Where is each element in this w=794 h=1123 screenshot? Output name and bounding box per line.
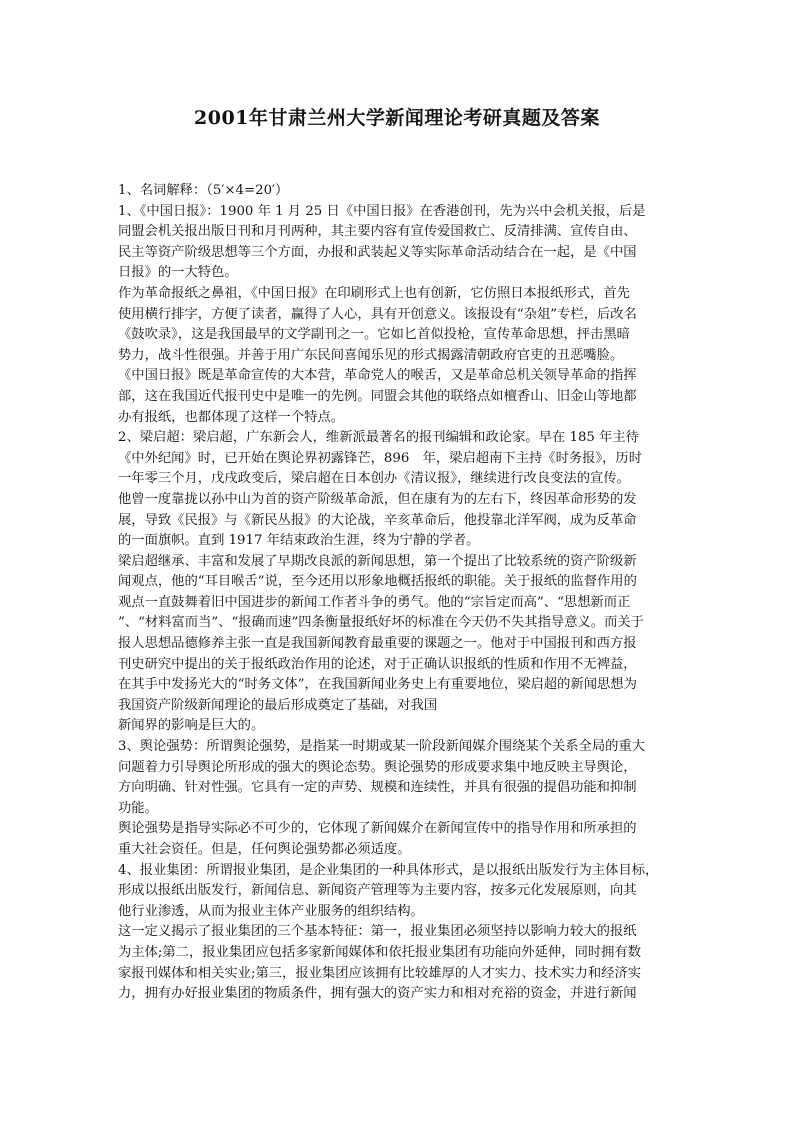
text-line: 2、梁启超：梁启超，广东新会人，维新派最著名的报刊编辑和政论家。早在 185 年主待 — [118, 430, 639, 446]
text-line: 新闻界的影响是巨大的。 — [118, 718, 265, 734]
text-line: 闻观点，他的“耳目喉舌”说，至今还用以形象地概括报纸的职能。关于报纸的监督作用的 — [118, 574, 637, 590]
text-line: 《中外纪闻》时，已开始在舆论界初露锋芒，896 年，梁启超南下主持《时务报》，历时 — [118, 450, 643, 466]
text-line: 一年零三个月，戊戌政变后，梁启超在日本创办《清议报》，继续进行改良变法的宣传。 — [118, 471, 630, 487]
text-line: 方向明确、针对性强。它具有一定的声势、规模和连续性，并具有很强的提倡功能和抑制 — [118, 780, 637, 796]
text-line: 在其手中发扬光大的“时务文体”，在我国新闻业务史上有重要地位，梁启超的新闻思想为 — [118, 677, 637, 693]
text-line: 报人思想品德修养主张一直是我国新闻教育最重要的课题之一。他对于中国报刊和西方报 — [118, 636, 637, 652]
text-line: 我国资产阶级新闻理论的最后形成奠定了基础，对我国 — [118, 697, 438, 713]
text-line: 他曾一度靠拢以孙中山为首的资产阶级革命派，但在康有为的左右下，终因革命形势的发 — [118, 491, 637, 507]
text-line: 办有报纸，也都体现了这样一个特点。 — [118, 409, 345, 425]
text-line: 他行业渗透，从而为报业主体产业服务的组织结构。 — [118, 903, 424, 919]
text-line: 4、报业集团：所谓报业集团，是企业集团的一种具体形式，是以报纸出版发行为主体目标， — [118, 862, 659, 878]
text-line: 势力，战斗性很强。并善于用广东民间喜闻乐见的形式揭露清朝政府官吏的丑恶嘴脸。 — [118, 347, 624, 363]
text-line: 1、名词解释：（5′×4=20′） — [118, 183, 289, 198]
text-line: 使用横行排字，方便了读者，赢得了人心，具有开创意义。该报设有“杂俎”专栏，后改名 — [118, 306, 637, 322]
text-line: ”、“材料富而当”、“报确而速”四条衡量报纸好坏的标准在今天仍不失其指导意义。而关于 — [118, 615, 644, 631]
text-line: 的一面旗帜。直到 1917 年结束政治生涯，终为宁静的学者。 — [118, 533, 480, 549]
text-line: 家报刊媒体和相关实业;第三，报业集团应该拥有比较雄厚的人才实力、技术实力和经济实 — [118, 965, 642, 981]
text-line: 部，这在我国近代报刊史中是唯一的先例。同盟会其他的联络点如檀香山、旧金山等地都 — [118, 388, 637, 404]
text-line: 展，导致《民报》与《新民丛报》的大论战，辛亥革命后，他投靠北洋军阀，成为反革命 — [118, 512, 637, 528]
text-line: 《鼓吹录》，这是我国最早的文学副刊之一。它如匕首似投枪，宣传革命思想，抨击黑暗 — [118, 327, 630, 343]
text-line: 日报》的一大特色。 — [118, 265, 238, 281]
text-line: 为主体;第二，报业集团应包括多家新闻媒体和依托报业集团有功能向外延伸，同时拥有数 — [118, 944, 642, 960]
text-line: 作为革命报纸之鼻祖，《中国日报》在印刷形式上也有创新，它仿照日本报纸形式，首先 — [118, 285, 630, 301]
page-title: 2001年甘肃兰州大学新闻理论考研真题及答案 — [194, 107, 600, 129]
text-line: 3、舆论强势：所谓舆论强势，是指某一时期或某一阶段新闻媒介围绕某个关系全局的重大 — [118, 739, 646, 755]
text-line: 观点一直鼓舞着旧中国进步的新闻工作者斗争的勇气。他的“宗旨定而高”、“思想新而正 — [118, 594, 631, 610]
text-line: 力，拥有办好报业集团的物质条件，拥有强大的资产实力和相对充裕的资金，并进行新闻 — [118, 986, 637, 1002]
text-line: 形成以报纸出版发行，新闻信息、新闻资产管理等为主要内容，按多元化发展原则，向其 — [118, 883, 637, 899]
text-line: 这一定义揭示了报业集团的三个基本特征：第一，报业集团必须坚持以影响力较大的报纸 — [118, 924, 637, 940]
document-body — [118, 181, 684, 1005]
text-line: 1、《中国日报》：1900 年 1 月 25 日《中国日报》在香港创刊，先为兴中会机关报，后是 — [118, 203, 646, 219]
text-line: 刊史研究中提出的关于报纸政治作用的论述，对于正确认识报纸的性质和作用不无裨益， — [118, 656, 637, 672]
text-line: 民主等资产阶级思想等三个方面，办报和武装起义等实际革命活动结合在一起，是《中国 — [118, 244, 637, 260]
text-line: 舆论强势是指导实际必不可少的，它体现了新闻媒介在新闻宣传中的指导作用和所承担的 — [118, 821, 637, 837]
text-line: 《中国日报》既是革命宣传的大本营，革命党人的喉舌，又是革命总机关领导革命的指挥 — [118, 368, 637, 384]
text-line: 问题着力引导舆论所形成的强大的舆论态势。舆论强势的形成要求集中地反映主导舆论， — [118, 759, 637, 775]
text-line: 重大社会资任。但是，任何舆论强势都必须适度。 — [118, 842, 411, 857]
text-line: 功能。 — [118, 800, 158, 816]
text-line: 梁启超继承、丰富和发展了早期改良派的新闻思想，第一个提出了比较系统的资产阶级新 — [118, 553, 637, 569]
text-line: 同盟会机关报出版日刊和月刊两种，其主要内容有宣传爱国救亡、反清排满、宣传自由、 — [118, 224, 637, 240]
